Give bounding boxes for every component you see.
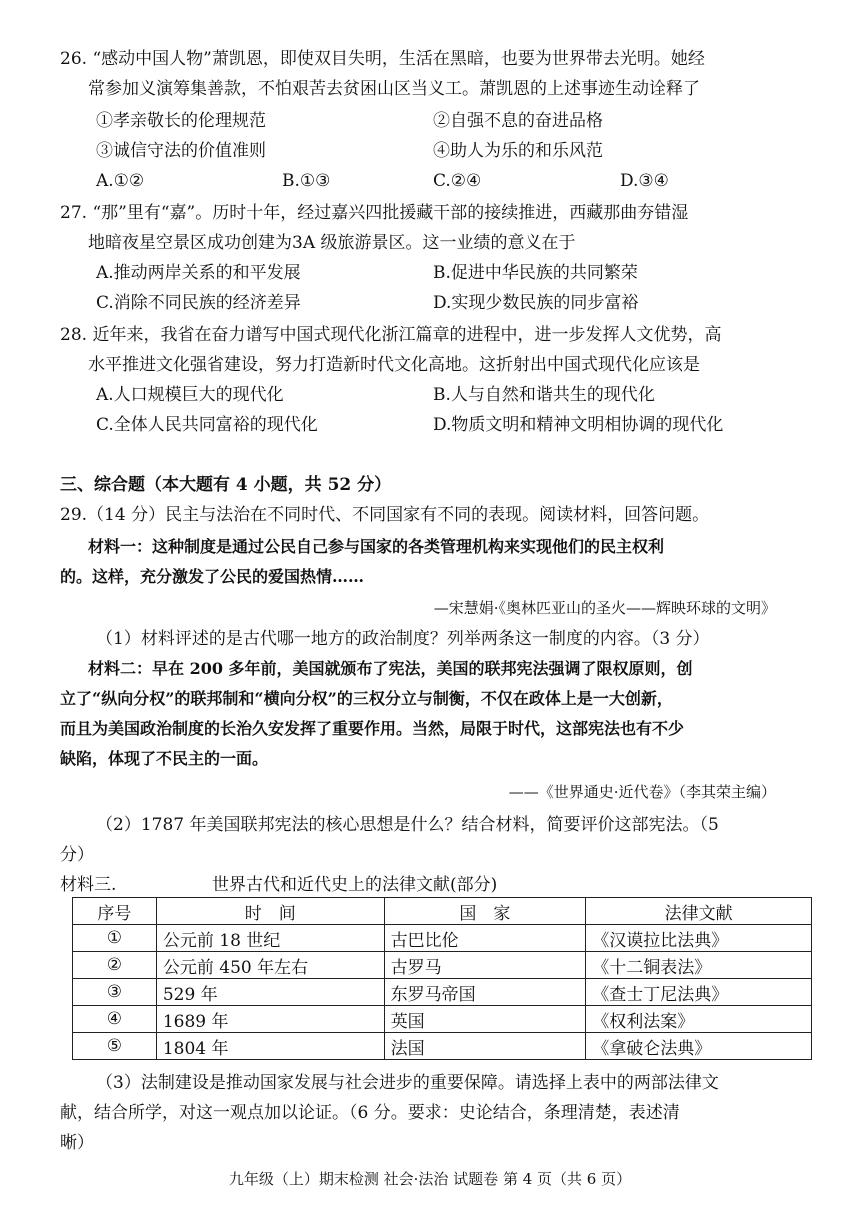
q26-stem-line2: 常参加义演筹集善款，不怕艰苦去贫困山区当义工。萧凯恩的上述事迹生动诠释了 [88,79,700,99]
section-heading: 三、综合题（本大题有 4 小题，共 52 分） [60,475,392,495]
q26-option-d: D.③④ [620,171,669,191]
q29-sub1: （1）材料评述的是古代哪一地方的政治制度？列举两条这一制度的内容。（3 分） [96,629,710,649]
q29-intro: 29.（14 分）民主与法治在不同时代、不同国家有不同的表现。阅读材料，回答问题。 [60,505,710,525]
q29-sub2-line2: 分） [60,845,94,865]
material1-line2: 的。这样，充分激发了公民的爱国热情…… [60,567,365,586]
row-law: 《查士丁尼法典》 [586,979,812,1006]
material3-title: 世界古代和近代史上的法律文献(部分) [212,875,498,895]
q29-sub2-line1: （2）1787 年美国联邦宪法的核心思想是什么？结合材料，简要评价这部宪法。（5 [96,815,719,835]
q29-sub3-line1: （3）法制建设是推动国家发展与社会进步的重要保障。请选择上表中的两部法律文 [96,1073,719,1093]
q28-stem-line1: 28. 近年来，我省在奋力谱写中国式现代化浙江篇章的进程中，进一步发挥人文优势，高 [60,325,722,345]
table-row [73,925,812,952]
material3-label: 材料三. [60,875,117,895]
q27-stem-line1: 27. “那”里有“嘉”。历时十年，经过嘉兴四批援藏干部的接续推进，西藏那曲夯错湿 [60,203,689,223]
q26-option-a: A.①② [96,171,145,191]
table-row [73,952,812,979]
q27-option-b: B.促进中华民族的共同繁荣 [433,263,638,283]
q26-statement-3: ③诚信守法的价值准则 [96,141,266,161]
row-country: 东罗马帝国 [384,979,586,1006]
q29-sub3-line2: 献，结合所学，对这一观点加以论证。（6 分。要求：史论结合，条理清楚，表述清 [60,1103,680,1123]
row-index: ⑤ [73,1033,157,1060]
q27-stem-line2: 地暗夜星空景区成功创建为3A 级旅游景区。这一业绩的意义在于 [88,233,576,253]
q26-statement-2: ②自强不息的奋进品格 [433,111,603,131]
q27-option-d: D.实现少数民族的同步富裕 [433,293,639,313]
page-footer: 九年级（上）期末检测 社会·法治 试题卷 第 4 页（共 6 页） [228,1170,632,1188]
row-country: 古罗马 [384,952,586,979]
q28-option-b: B.人与自然和谐共生的现代化 [433,385,655,405]
row-law: 《拿破仑法典》 [586,1033,812,1060]
row-index: ④ [73,1006,157,1033]
material1-source: —宋慧娟·《奥林匹亚山的圣火——辉映环球的文明》 [433,599,776,617]
table-row [73,1033,812,1060]
table-header-row [73,898,812,925]
material2-line3: 而且为美国政治制度的长治久安发挥了重要作用。当然，局限于时代，这部宪法也有不少 [60,719,685,738]
header-index: 序号 [73,898,157,925]
q27-option-c: C.消除不同民族的经济差异 [96,293,301,313]
material2-line4: 缺陷，体现了不民主的一面。 [60,749,269,768]
material2-source: ——《世界通史·近代卷》（李其荣主编） [508,783,776,801]
material2-line1: 材料二：早在 200 多年前，美国就颁布了宪法，美国的联邦宪法强调了限权原则，创 [88,659,693,678]
row-country: 古巴比伦 [384,925,586,952]
q26-stem-line1: 26. “感动中国人物”萧凯恩，即使双目失明，生活在黑暗，也要为世界带去光明。她经 [60,49,705,69]
q26-statement-4: ④助人为乐的和乐风范 [433,141,603,161]
q28-stem-line2: 水平推进文化强省建设，努力打造新时代文化高地。这折射出中国式现代化应该是 [88,355,700,375]
q26-option-b: B.①③ [282,171,331,191]
q29-sub3-line3: 晰） [60,1133,94,1153]
table-row [73,1006,812,1033]
q28-option-a: A.人口规模巨大的现代化 [96,385,284,405]
q28-option-c: C.全体人民共同富裕的现代化 [96,415,318,435]
q26-option-c: C.②④ [433,171,482,191]
row-law: 《汉谟拉比法典》 [586,925,812,952]
row-time: 529 年 [156,979,384,1006]
row-country: 法国 [384,1033,586,1060]
header-time: 时 间 [156,898,384,925]
row-index: ① [73,925,157,952]
material2-line2: 立了“纵向分权”的联邦制和“横向分权”的三权分立与制衡，不仅在政体上是一大创新， [60,689,673,708]
q28-option-d: D.物质文明和精神文明相协调的现代化 [433,415,724,435]
material1-line1: 材料一：这种制度是通过公民自己参与国家的各类管理机构来实现他们的民主权利 [88,537,665,556]
q26-statement-1: ①孝亲敬长的伦理规范 [96,111,266,131]
row-law: 《十二铜表法》 [586,952,812,979]
header-law: 法律文献 [586,898,812,925]
law-documents-table [72,897,812,1060]
row-time: 公元前 18 世纪 [156,925,384,952]
row-index: ③ [73,979,157,1006]
row-time: 1689 年 [156,1006,384,1033]
row-law: 《权利法案》 [586,1006,812,1033]
row-country: 英国 [384,1006,586,1033]
table-row [73,979,812,1006]
row-index: ② [73,952,157,979]
row-time: 1804 年 [156,1033,384,1060]
header-country: 国 家 [384,898,586,925]
q27-option-a: A.推动两岸关系的和平发展 [96,263,301,283]
row-time: 公元前 450 年左右 [156,952,384,979]
